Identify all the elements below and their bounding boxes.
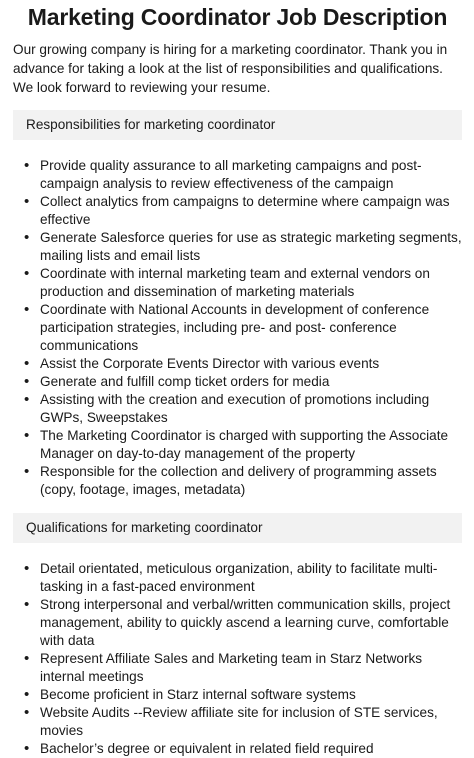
page-title: Marketing Coordinator Job Description: [27, 4, 448, 30]
list-item: • Represent Affiliate Sales and Marketing team in Starz Networks internal meetings: [13, 650, 462, 686]
qualifications-heading: Qualifications for marketing coordinator: [13, 513, 462, 543]
list-item: • Strong interpersonal and verbal/written communication skills, project management, ability to quickly ascend a learning curve, comfortable with data: [13, 596, 462, 650]
qualifications-list: [13, 560, 462, 758]
responsibilities-list: [13, 157, 462, 499]
responsibilities-heading: Responsibilities for marketing coordinator: [13, 110, 462, 140]
list-item: • Detail orientated, meticulous organization, ability to facilitate multi-tasking in a fast-paced environment: [13, 560, 462, 596]
list-item: • Assist the Corporate Events Director with various events: [13, 355, 462, 373]
intro-paragraph: Our growing company is hiring for a marketing coordinator. Thank you in advance for taking a look at the list of responsibilities and qualifications. We look forward to reviewing your resume.: [13, 42, 448, 95]
list-item: • Collect analytics from campaigns to determine where campaign was effective: [13, 193, 462, 229]
list-item: • Responsible for the collection and delivery of programming assets (copy, footage, images, metadata): [13, 463, 462, 499]
list-item: • Generate and fulfill comp ticket orders for media: [13, 373, 462, 391]
list-item: • Coordinate with internal marketing team and external vendors on production and dissemination of marketing materials: [13, 265, 462, 301]
list-item: • Assisting with the creation and execution of promotions including GWPs, Sweepstakes: [13, 391, 462, 427]
list-item: • Generate Salesforce queries for use as strategic marketing segments, mailing lists and email lists: [13, 229, 462, 265]
list-item: • Provide quality assurance to all marketing campaigns and post-campaign analysis to review effectiveness of the campaign: [13, 157, 462, 193]
list-item: • Coordinate with National Accounts in development of conference participation strategies, including pre- and post- conference communications: [13, 301, 462, 355]
list-item: • Become proficient in Starz internal software systems: [13, 686, 462, 704]
list-item: • Bachelor’s degree or equivalent in related field required: [13, 740, 462, 758]
list-item: • Website Audits --Review affiliate site for inclusion of STE services, movies: [13, 704, 462, 740]
list-item: • The Marketing Coordinator is charged with supporting the Associate Manager on day-to-day management of the property: [13, 427, 462, 463]
